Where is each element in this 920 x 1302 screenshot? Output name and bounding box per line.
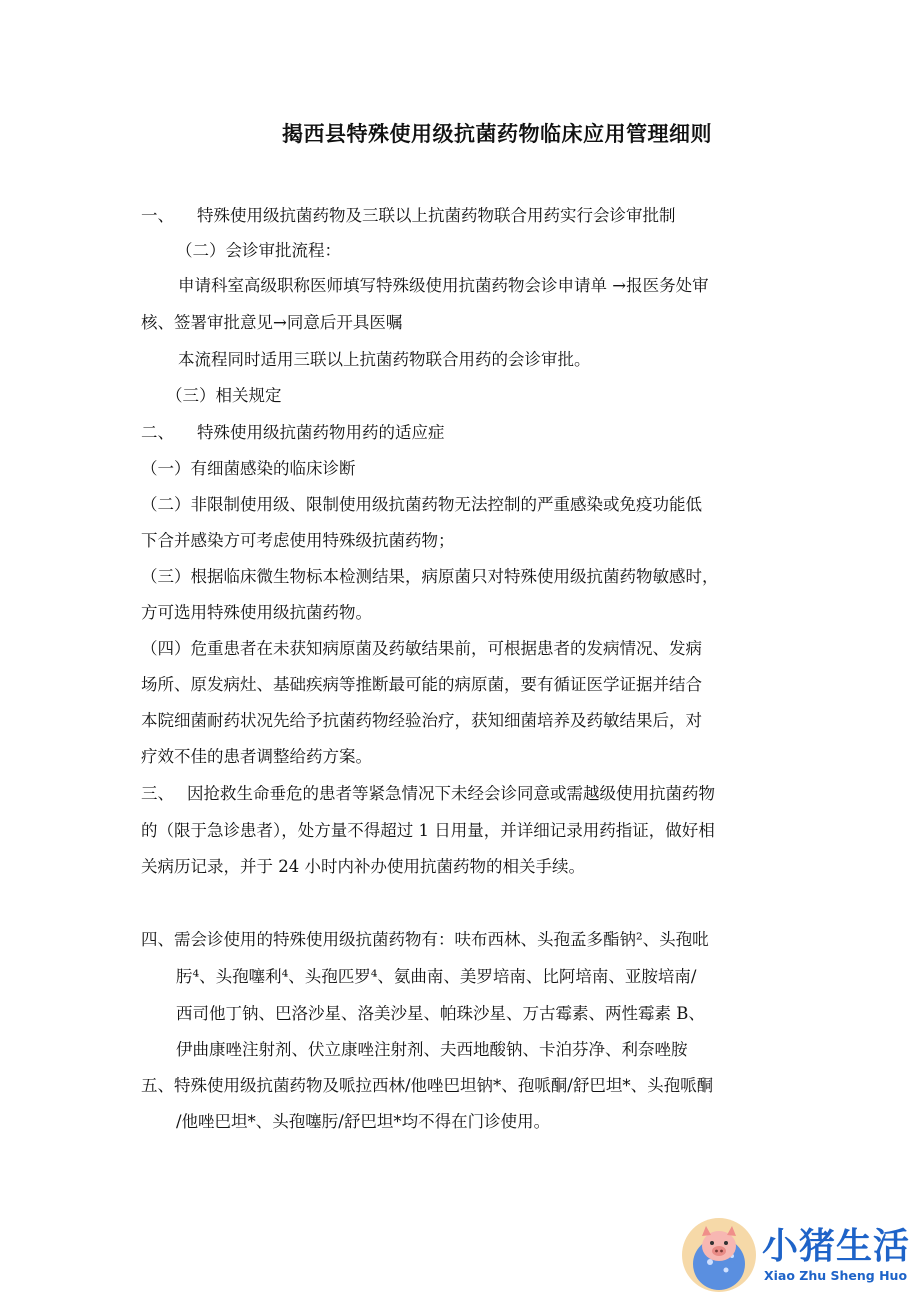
paragraph-line: /他唑巴坦*、头孢噻肟/舒巴坦*均不得在门诊使用。 [176,1112,551,1131]
paragraph-line: （一）有细菌感染的临床诊断 [141,459,356,478]
paragraph-line: 疗效不佳的患者调整给药方案。 [141,747,372,766]
paragraph-line: 四、需会诊使用的特殊使用级抗菌药物有：呋布西林、头孢孟多酯钠²、头孢吡 [141,930,709,949]
paragraph-line: （三）相关规定 [166,386,282,405]
paragraph-line: （三）根据临床微生物标本检测结果，病原菌只对特殊使用级抗菌药物敏感时， [141,567,719,586]
paragraph-line: 核、签署审批意见→同意后开具医嘱 [141,313,403,332]
document-title: 揭西县特殊使用级抗菌药物临床应用管理细则 [282,122,712,146]
section-text: 因抢救生命垂危的患者等紧急情况下未经会诊同意或需越级使用抗菌药物 [187,784,715,803]
paragraph-line: 下合并感染方可考虑使用特殊级抗菌药物； [141,531,455,550]
section-number: 一、 [141,206,174,225]
section-number: 三、 [141,784,174,803]
paragraph-line: 本院细菌耐药状况先给予抗菌药物经验治疗，获知细菌培养及药敏结果后，对 [141,711,702,730]
section-number: 二、 [141,423,174,442]
paragraph-line: 五、特殊使用级抗菌药物及哌拉西林/他唑巴坦钠*、孢哌酮/舒巴坦*、头孢哌酮 [141,1076,714,1095]
paragraph-line: 场所、原发病灶、基础疾病等推断最可能的病原菌，要有循证医学证据并结合 [141,675,702,694]
section-1-heading [141,205,676,227]
paragraph-line: 关病历记录，并于 24 小时内补办使用抗菌药物的相关手续。 [141,857,585,876]
paragraph-line: （二）会诊审批流程： [176,241,341,260]
section-2-heading [141,422,445,444]
paragraph-line: 伊曲康唑注射剂、伏立康唑注射剂、夫西地酸钠、卡泊芬净、利奈唑胺 [176,1040,688,1059]
section-text: 特殊使用级抗菌药物及三联以上抗菌药物联合用药实行会诊审批制 [197,206,676,225]
watermark-logo [680,1212,912,1296]
paragraph-line: 本流程同时适用三联以上抗菌药物联合用药的会诊审批。 [178,350,591,369]
paragraph-line: （二）非限制使用级、限制使用级抗菌药物无法控制的严重感染或免疫功能低 [141,495,702,514]
paragraph-line: 的（限于急诊患者），处方量不得超过 1 日用量，并详细记录用药指证，做好相 [141,821,715,840]
paragraph-line: 西司他丁钠、巴洛沙星、洛美沙星、帕珠沙星、万古霉素、两性霉素 B、 [176,1004,705,1023]
paragraph-line: 申请科室高级职称医师填写特殊级使用抗菌药物会诊申请单 →报医务处审 [178,276,709,295]
section-text: 特殊使用级抗菌药物用药的适应症 [197,423,445,442]
logo-chinese-text: 小猪生活 [762,1226,911,1267]
paragraph-line: （四）危重患者在未获知病原菌及药敏结果前，可根据患者的发病情况、发病 [141,639,702,658]
paragraph-line: 肟⁴、头孢噻利⁴、头孢匹罗⁴、氨曲南、美罗培南、比阿培南、亚胺培南/ [176,967,697,986]
pig-mascot-icon [680,1216,758,1294]
section-3-heading [141,783,715,805]
logo-english-text: Xiao Zhu Sheng Huo [764,1268,908,1283]
paragraph-line: 方可选用特殊使用级抗菌药物。 [141,603,372,622]
